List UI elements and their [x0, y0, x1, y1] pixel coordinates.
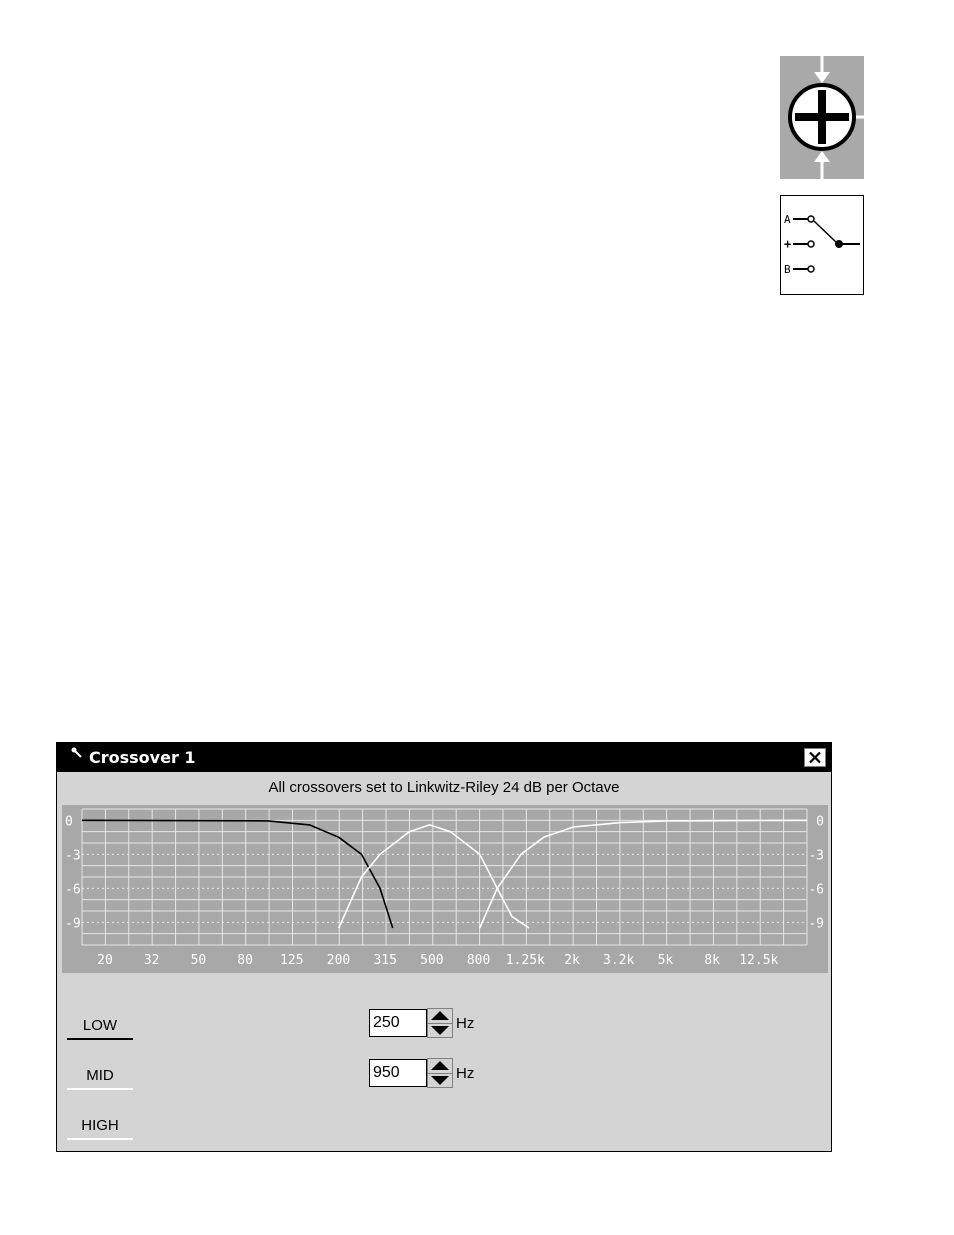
x-tick-label: 50	[190, 953, 207, 968]
spin-up-icon[interactable]	[428, 1059, 452, 1074]
y-tick-label-right: -6	[808, 882, 824, 898]
low-frequency-unit: Hz	[456, 1015, 475, 1032]
window-title: Crossover 1	[89, 748, 196, 767]
spin-down-icon[interactable]	[428, 1073, 452, 1087]
band-mid-label[interactable]: MID	[67, 1067, 133, 1090]
band-high-label[interactable]: HIGH	[67, 1117, 133, 1140]
crossover-window	[56, 742, 832, 1152]
y-tick-label-left: -6	[65, 882, 81, 898]
low-frequency-spinner[interactable]	[427, 1008, 453, 1038]
close-icon	[808, 751, 822, 764]
x-tick-label: 1.25k	[505, 953, 545, 968]
x-tick-label: 12.5k	[739, 953, 779, 968]
x-tick-label: 8k	[704, 953, 720, 968]
x-tick-label: 315	[373, 953, 397, 968]
switch-label-a: A	[784, 213, 791, 226]
y-tick-label-left: 0	[65, 814, 73, 830]
frequency-response-plot	[62, 805, 828, 973]
x-tick-label: 125	[280, 953, 304, 968]
x-tick-label: 500	[420, 953, 444, 968]
spin-up-icon[interactable]	[428, 1009, 452, 1024]
spin-down-icon[interactable]	[428, 1023, 452, 1037]
x-tick-label: 3.2k	[603, 953, 635, 968]
y-tick-label-left: -3	[65, 848, 81, 864]
mid-frequency-input[interactable]	[369, 1059, 427, 1087]
low-frequency-input[interactable]	[369, 1009, 427, 1037]
x-tick-label: 20	[97, 953, 113, 968]
y-tick-label-right: -9	[808, 916, 824, 932]
close-button[interactable]	[804, 748, 826, 767]
mid-frequency-unit: Hz	[456, 1065, 475, 1082]
y-tick-label-right: 0	[816, 814, 824, 830]
x-tick-label: 800	[466, 953, 491, 968]
filter-type-caption: All crossovers set to Linkwitz-Riley 24 dB per Octave	[268, 779, 620, 796]
y-tick-label-left: -9	[65, 916, 81, 932]
input-selector-switch-icon	[780, 195, 864, 295]
title-bar[interactable]	[57, 743, 831, 772]
summing-junction-icon	[780, 56, 864, 179]
mid-frequency-spinner[interactable]	[427, 1058, 453, 1088]
x-tick-label: 32	[143, 953, 160, 968]
x-tick-label: 200	[326, 953, 351, 968]
pin-icon	[71, 747, 83, 759]
band-low-label[interactable]: LOW	[67, 1017, 133, 1040]
x-tick-label: 5k	[657, 953, 674, 968]
switch-label-b: B	[784, 263, 791, 276]
x-tick-label: 80	[237, 953, 253, 968]
x-tick-label: 2k	[564, 953, 580, 968]
switch-label-plus: +	[784, 237, 792, 251]
y-tick-label-right: -3	[808, 848, 824, 864]
